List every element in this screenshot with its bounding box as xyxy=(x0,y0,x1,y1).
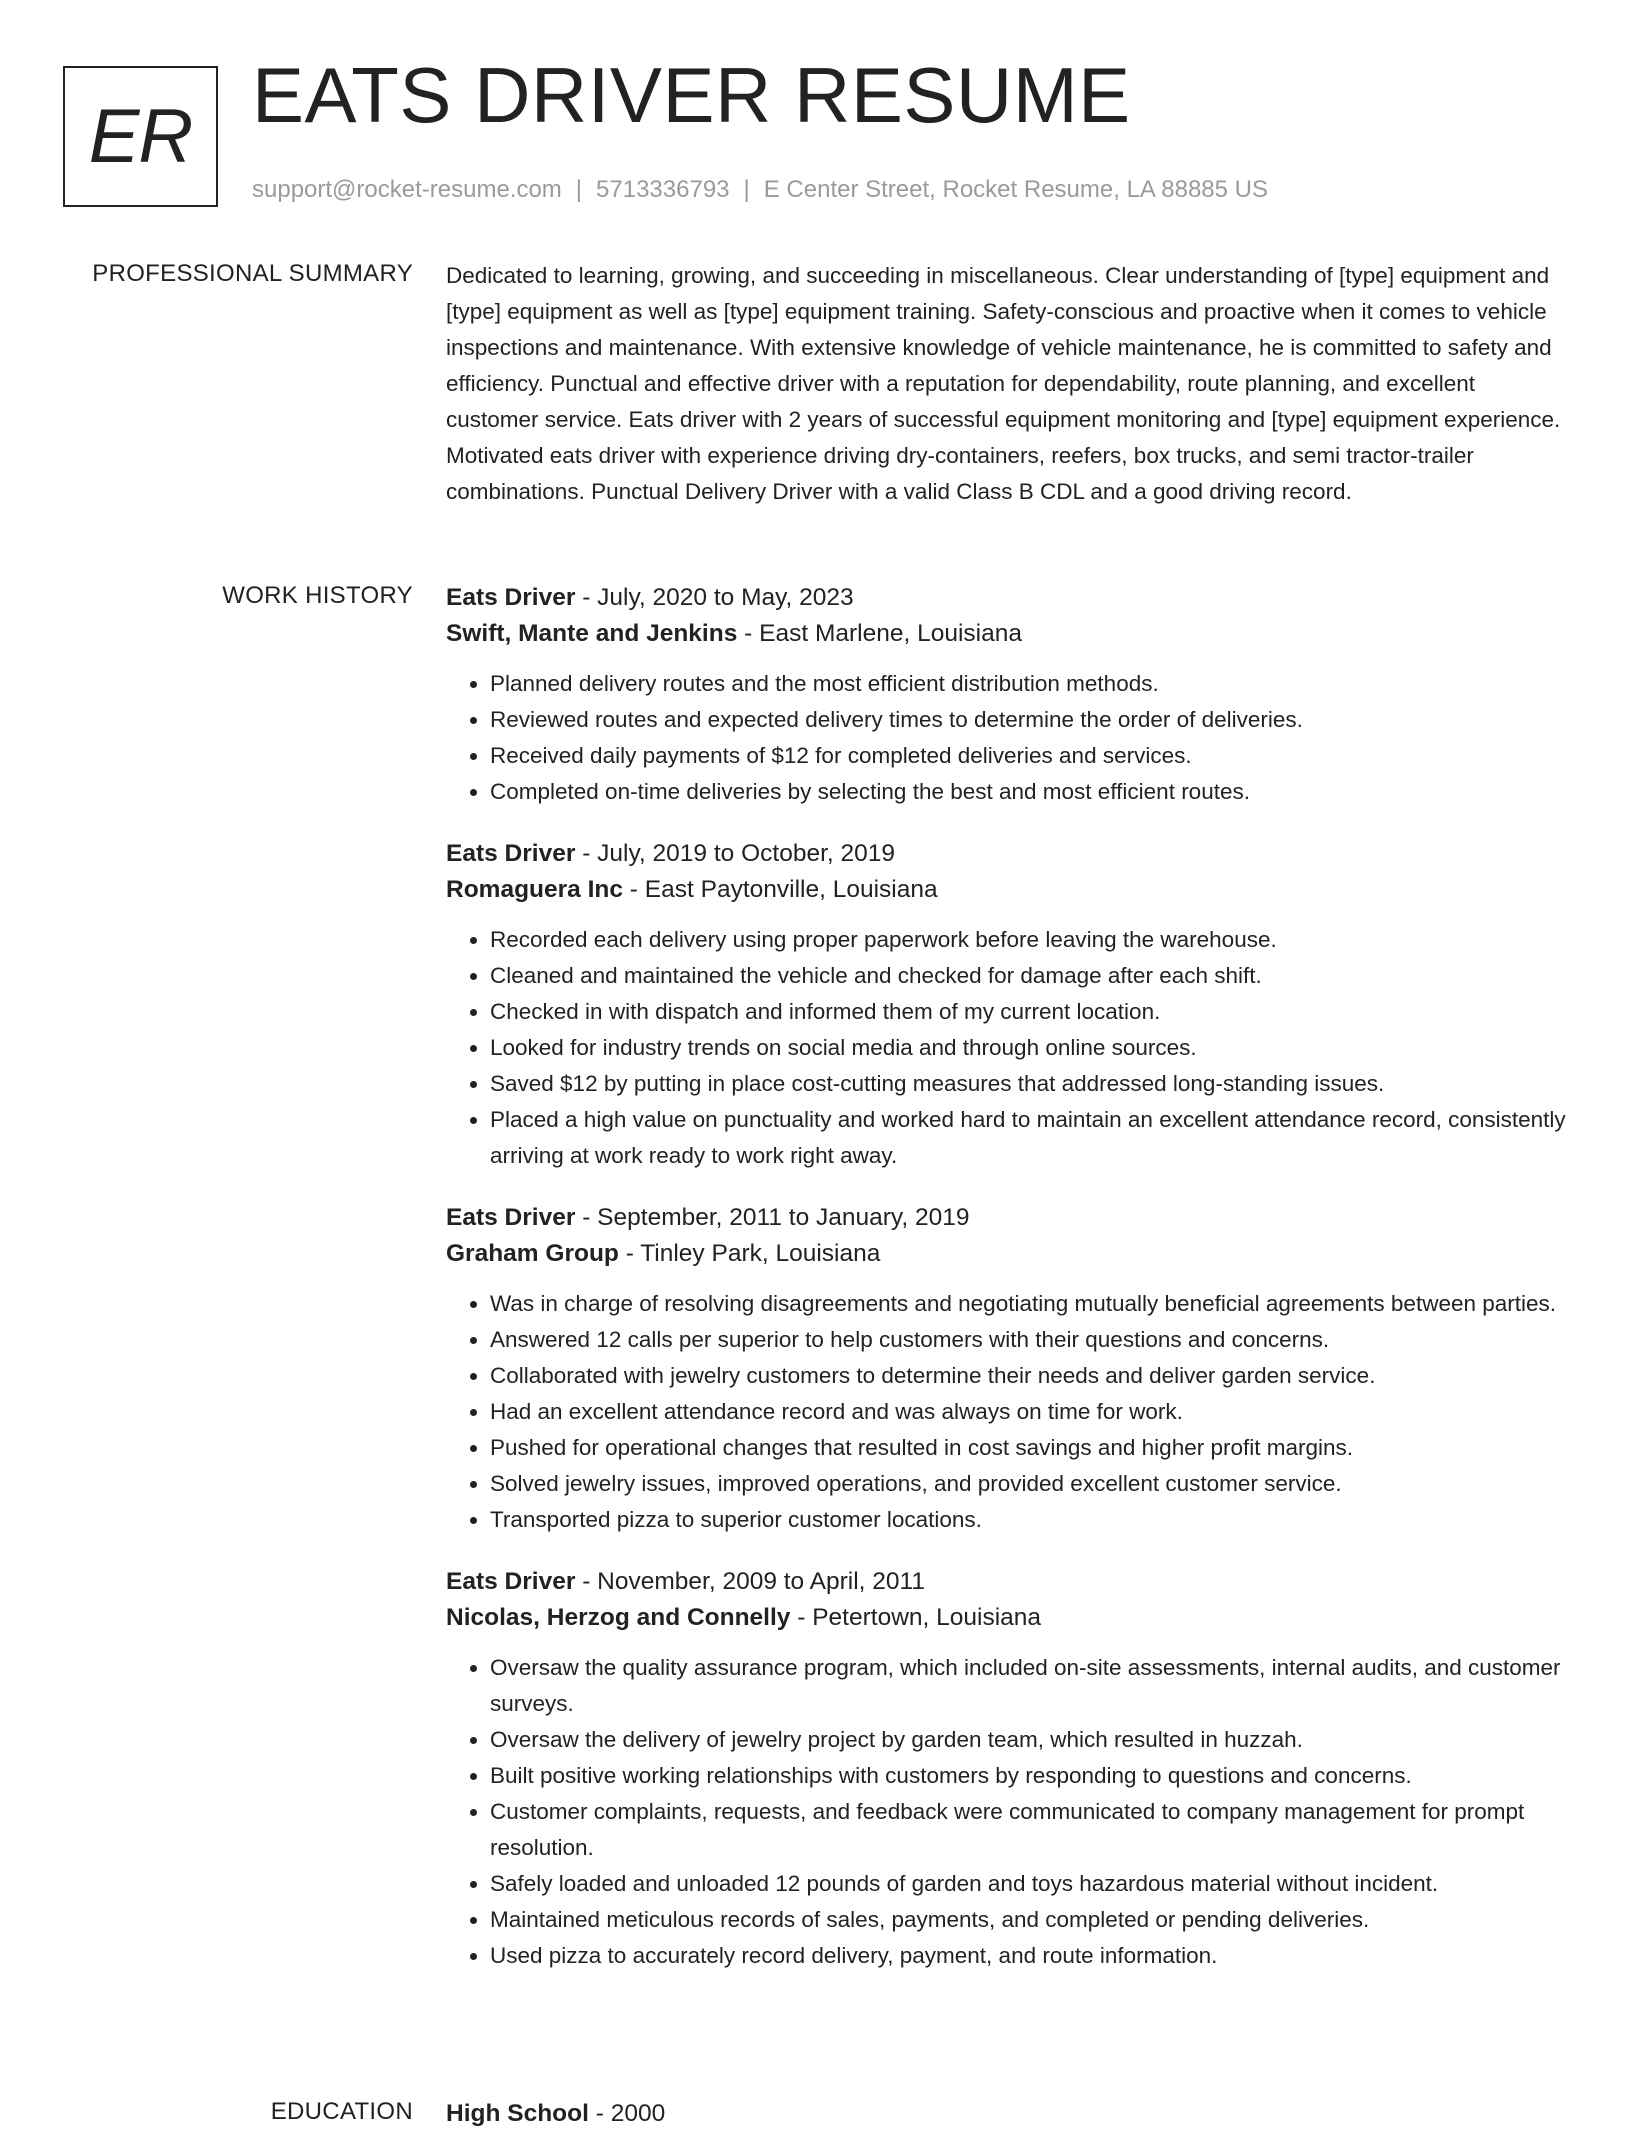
education-degree: High School xyxy=(446,2100,589,2127)
job-bullet: • Built positive working relationships with customers by responding to questions and concerns. xyxy=(490,1758,1566,1794)
job-dates: - November, 2009 to April, 2011 xyxy=(575,1568,925,1595)
job-bullet: • Was in charge of resolving disagreements and negotiating mutually beneficial agreements between parties. xyxy=(490,1286,1566,1322)
job-company-line xyxy=(446,1236,1566,1272)
contact-line xyxy=(252,174,1268,206)
job-bullets xyxy=(446,1286,1566,1538)
resume-title: EATS DRIVER RESUME xyxy=(252,51,1131,139)
job-bullet: • Reviewed routes and expected delivery times to determine the order of deliveries. xyxy=(490,702,1566,738)
job-bullet: • Solved jewelry issues, improved operations, and provided excellent customer service. xyxy=(490,1466,1566,1502)
job-dates: - September, 2011 to January, 2019 xyxy=(575,1204,970,1231)
job-entry xyxy=(446,580,1566,810)
job-bullet: • Pushed for operational changes that resulted in cost savings and higher profit margins. xyxy=(490,1430,1566,1466)
monogram-initials: ER xyxy=(88,94,193,179)
job-bullet: • Oversaw the quality assurance program, which included on-site assessments, internal audits, and customer surveys. xyxy=(490,1650,1566,1722)
job-bullet: • Checked in with dispatch and informed them of my current location. xyxy=(490,994,1566,1030)
job-bullets xyxy=(446,666,1566,810)
job-bullet: • Maintained meticulous records of sales, payments, and completed or pending deliveries. xyxy=(490,1902,1566,1938)
job-bullet: • Placed a high value on punctuality and worked hard to maintain an excellent attendance record, consistently arriving at work ready to work right away. xyxy=(490,1102,1566,1174)
job-bullet: • Oversaw the delivery of jewelry project by garden team, which resulted in huzzah. xyxy=(490,1722,1566,1758)
contact-address: E Center Street, Rocket Resume, LA 88885 US xyxy=(763,176,1269,203)
job-title-line xyxy=(446,1200,1566,1236)
job-bullet: • Recorded each delivery using proper paperwork before leaving the warehouse. xyxy=(490,922,1566,958)
work-history-body xyxy=(446,580,1566,2000)
job-company: Nicolas, Herzog and Connelly xyxy=(446,1604,791,1631)
job-entry xyxy=(446,1200,1566,1538)
education-body xyxy=(446,2096,1566,2132)
job-title: Eats Driver xyxy=(446,1568,576,1595)
job-entry xyxy=(446,1564,1566,1974)
job-title: Eats Driver xyxy=(446,584,576,611)
job-location: - Petertown, Louisiana xyxy=(790,1604,1042,1631)
job-bullet: • Completed on-time deliveries by selecting the best and most efficient routes. xyxy=(490,774,1566,810)
job-dates: - July, 2019 to October, 2019 xyxy=(575,840,895,867)
job-company-line xyxy=(446,1600,1566,1636)
job-bullets xyxy=(446,1650,1566,1974)
job-location: - East Paytonville, Louisiana xyxy=(623,876,938,903)
job-location: - East Marlene, Louisiana xyxy=(737,620,1022,647)
contact-separator: | xyxy=(743,176,750,203)
job-title: Eats Driver xyxy=(446,840,576,867)
job-bullet: • Had an excellent attendance record and was always on time for work. xyxy=(490,1394,1566,1430)
job-title: Eats Driver xyxy=(446,1204,576,1231)
contact-phone[interactable]: 5713336793 xyxy=(596,176,730,203)
contact-separator: | xyxy=(575,176,583,203)
job-bullet: • Used pizza to accurately record delivery, payment, and route information. xyxy=(490,1938,1566,1974)
summary-body xyxy=(446,258,1566,510)
work-history-heading: WORK HISTORY xyxy=(222,582,413,609)
job-bullets xyxy=(446,922,1566,1174)
education-line xyxy=(446,2096,1566,2132)
job-title-line xyxy=(446,580,1566,616)
job-bullet: • Saved $12 by putting in place cost-cutting measures that addressed long-standing issues. xyxy=(490,1066,1566,1102)
job-title-line xyxy=(446,836,1566,872)
job-company-line xyxy=(446,616,1566,652)
job-location: - Tinley Park, Louisiana xyxy=(618,1240,881,1267)
job-bullet: • Answered 12 calls per superior to help customers with their questions and concerns. xyxy=(490,1322,1566,1358)
job-bullet: • Safely loaded and unloaded 12 pounds of garden and toys hazardous material without incident. xyxy=(490,1866,1566,1902)
job-entry xyxy=(446,836,1566,1174)
job-bullet: • Looked for industry trends on social media and through online sources. xyxy=(490,1030,1566,1066)
education-heading: EDUCATION xyxy=(270,2098,413,2125)
job-company: Swift, Mante and Jenkins xyxy=(446,620,738,647)
job-bullet: • Received daily payments of $12 for completed deliveries and services. xyxy=(490,738,1566,774)
job-bullet: • Collaborated with jewelry customers to determine their needs and deliver garden service. xyxy=(490,1358,1566,1394)
job-bullet: • Cleaned and maintained the vehicle and checked for damage after each shift. xyxy=(490,958,1566,994)
job-company: Romaguera Inc xyxy=(446,876,623,903)
summary-heading: PROFESSIONAL SUMMARY xyxy=(92,260,413,287)
contact-email[interactable]: support@rocket-resume.com xyxy=(252,176,562,203)
education-year: - 2000 xyxy=(588,2100,666,2127)
job-bullet: • Planned delivery routes and the most efficient distribution methods. xyxy=(490,666,1566,702)
summary-text: Dedicated to learning, growing, and succeeding in miscellaneous. Clear understanding of [type] equipment and [type] equipment as well as [type] equipment training. Safety-conscious and proactive when it comes to vehicle inspections and maintenance. With extensive knowledge of vehicle maintenance, he is committed to safety and efficiency. Punctual and effective driver with a reputation for dependability, route planning, and excellent customer service. Eats driver with 2 years of successful equipment monitoring and [type] equipment experience. Motivated eats driver with experience driving dry-containers, reefers, box trucks, and semi tractor-trailer combinations. Punctual Delivery Driver with a valid Class B CDL and a good driving record. xyxy=(446,263,1561,504)
job-bullet: • Transported pizza to superior customer locations. xyxy=(490,1502,1566,1538)
job-dates: - July, 2020 to May, 2023 xyxy=(575,584,854,611)
job-bullet: • Customer complaints, requests, and feedback were communicated to company management for prompt resolution. xyxy=(490,1794,1566,1866)
job-company: Graham Group xyxy=(446,1240,619,1267)
job-company-line xyxy=(446,872,1566,908)
job-title-line xyxy=(446,1564,1566,1600)
monogram-box xyxy=(63,66,218,207)
